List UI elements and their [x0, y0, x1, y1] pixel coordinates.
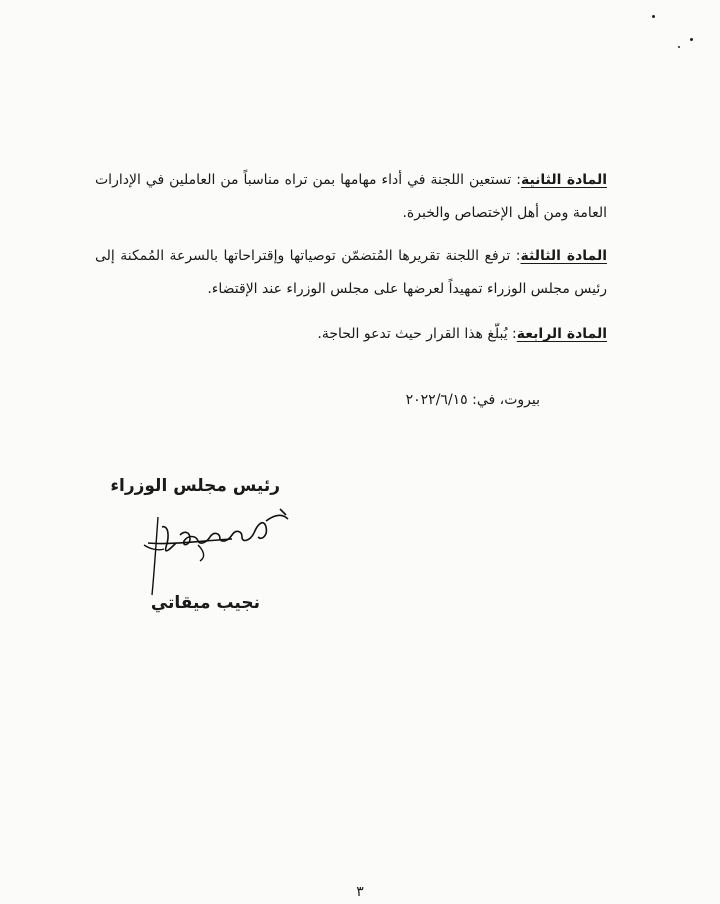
signatory-name: نجيب ميقاتي — [150, 593, 260, 613]
article-4-body: يُبلّغ هذا القرار حيث تدعو الحاجة. — [317, 326, 508, 342]
article-4: المادة الرابعة: يُبلّغ هذا القرار حيث تدعو الحاجة. — [317, 326, 607, 342]
article-3: المادة الثالثة: ترفع اللجنة تقريرها المُتضمّن توصياتها وإقتراحاتها بالسرعة المُمكنة إلى رئيس مجلس الوزراء تمهيداً لعرضها على مجلس الوزراء عند الإقتضاء. — [95, 248, 608, 297]
article-4-label: المادة الرابعة — [516, 326, 607, 342]
article-3-body: ترفع اللجنة تقريرها المُتضمّن توصياتها وإقتراحاتها بالسرعة المُمكنة إلى رئيس مجلس الوزراء تمهيداً لعرضها على مجلس الوزراء عند الإقتضاء. — [95, 248, 607, 297]
article-2: المادة الثانية: تستعين اللجنة في أداء مهامها بمن تراه مناسباً من العاملين في الإدارات العامة ومن أهل الإختصاص والخبرة. — [95, 172, 607, 221]
place-and-date: بيروت، في: ٢٠٢٢/٦/١٥ — [405, 392, 540, 408]
signatory-title: رئيس مجلس الوزراء — [110, 476, 280, 496]
article-2-body: تستعين اللجنة في أداء مهامها بمن تراه مناسباً من العاملين في الإدارات العامة ومن أهل الإختصاص والخبرة. — [95, 172, 607, 221]
scan-speck — [652, 15, 655, 18]
article-2-label: المادة الثانية — [520, 172, 607, 188]
article-3-label: المادة الثالثة — [520, 248, 608, 264]
handwritten-signature — [140, 505, 300, 600]
scan-speck — [690, 38, 693, 41]
page-number: ٣ — [356, 884, 364, 900]
scan-speck — [678, 46, 680, 48]
